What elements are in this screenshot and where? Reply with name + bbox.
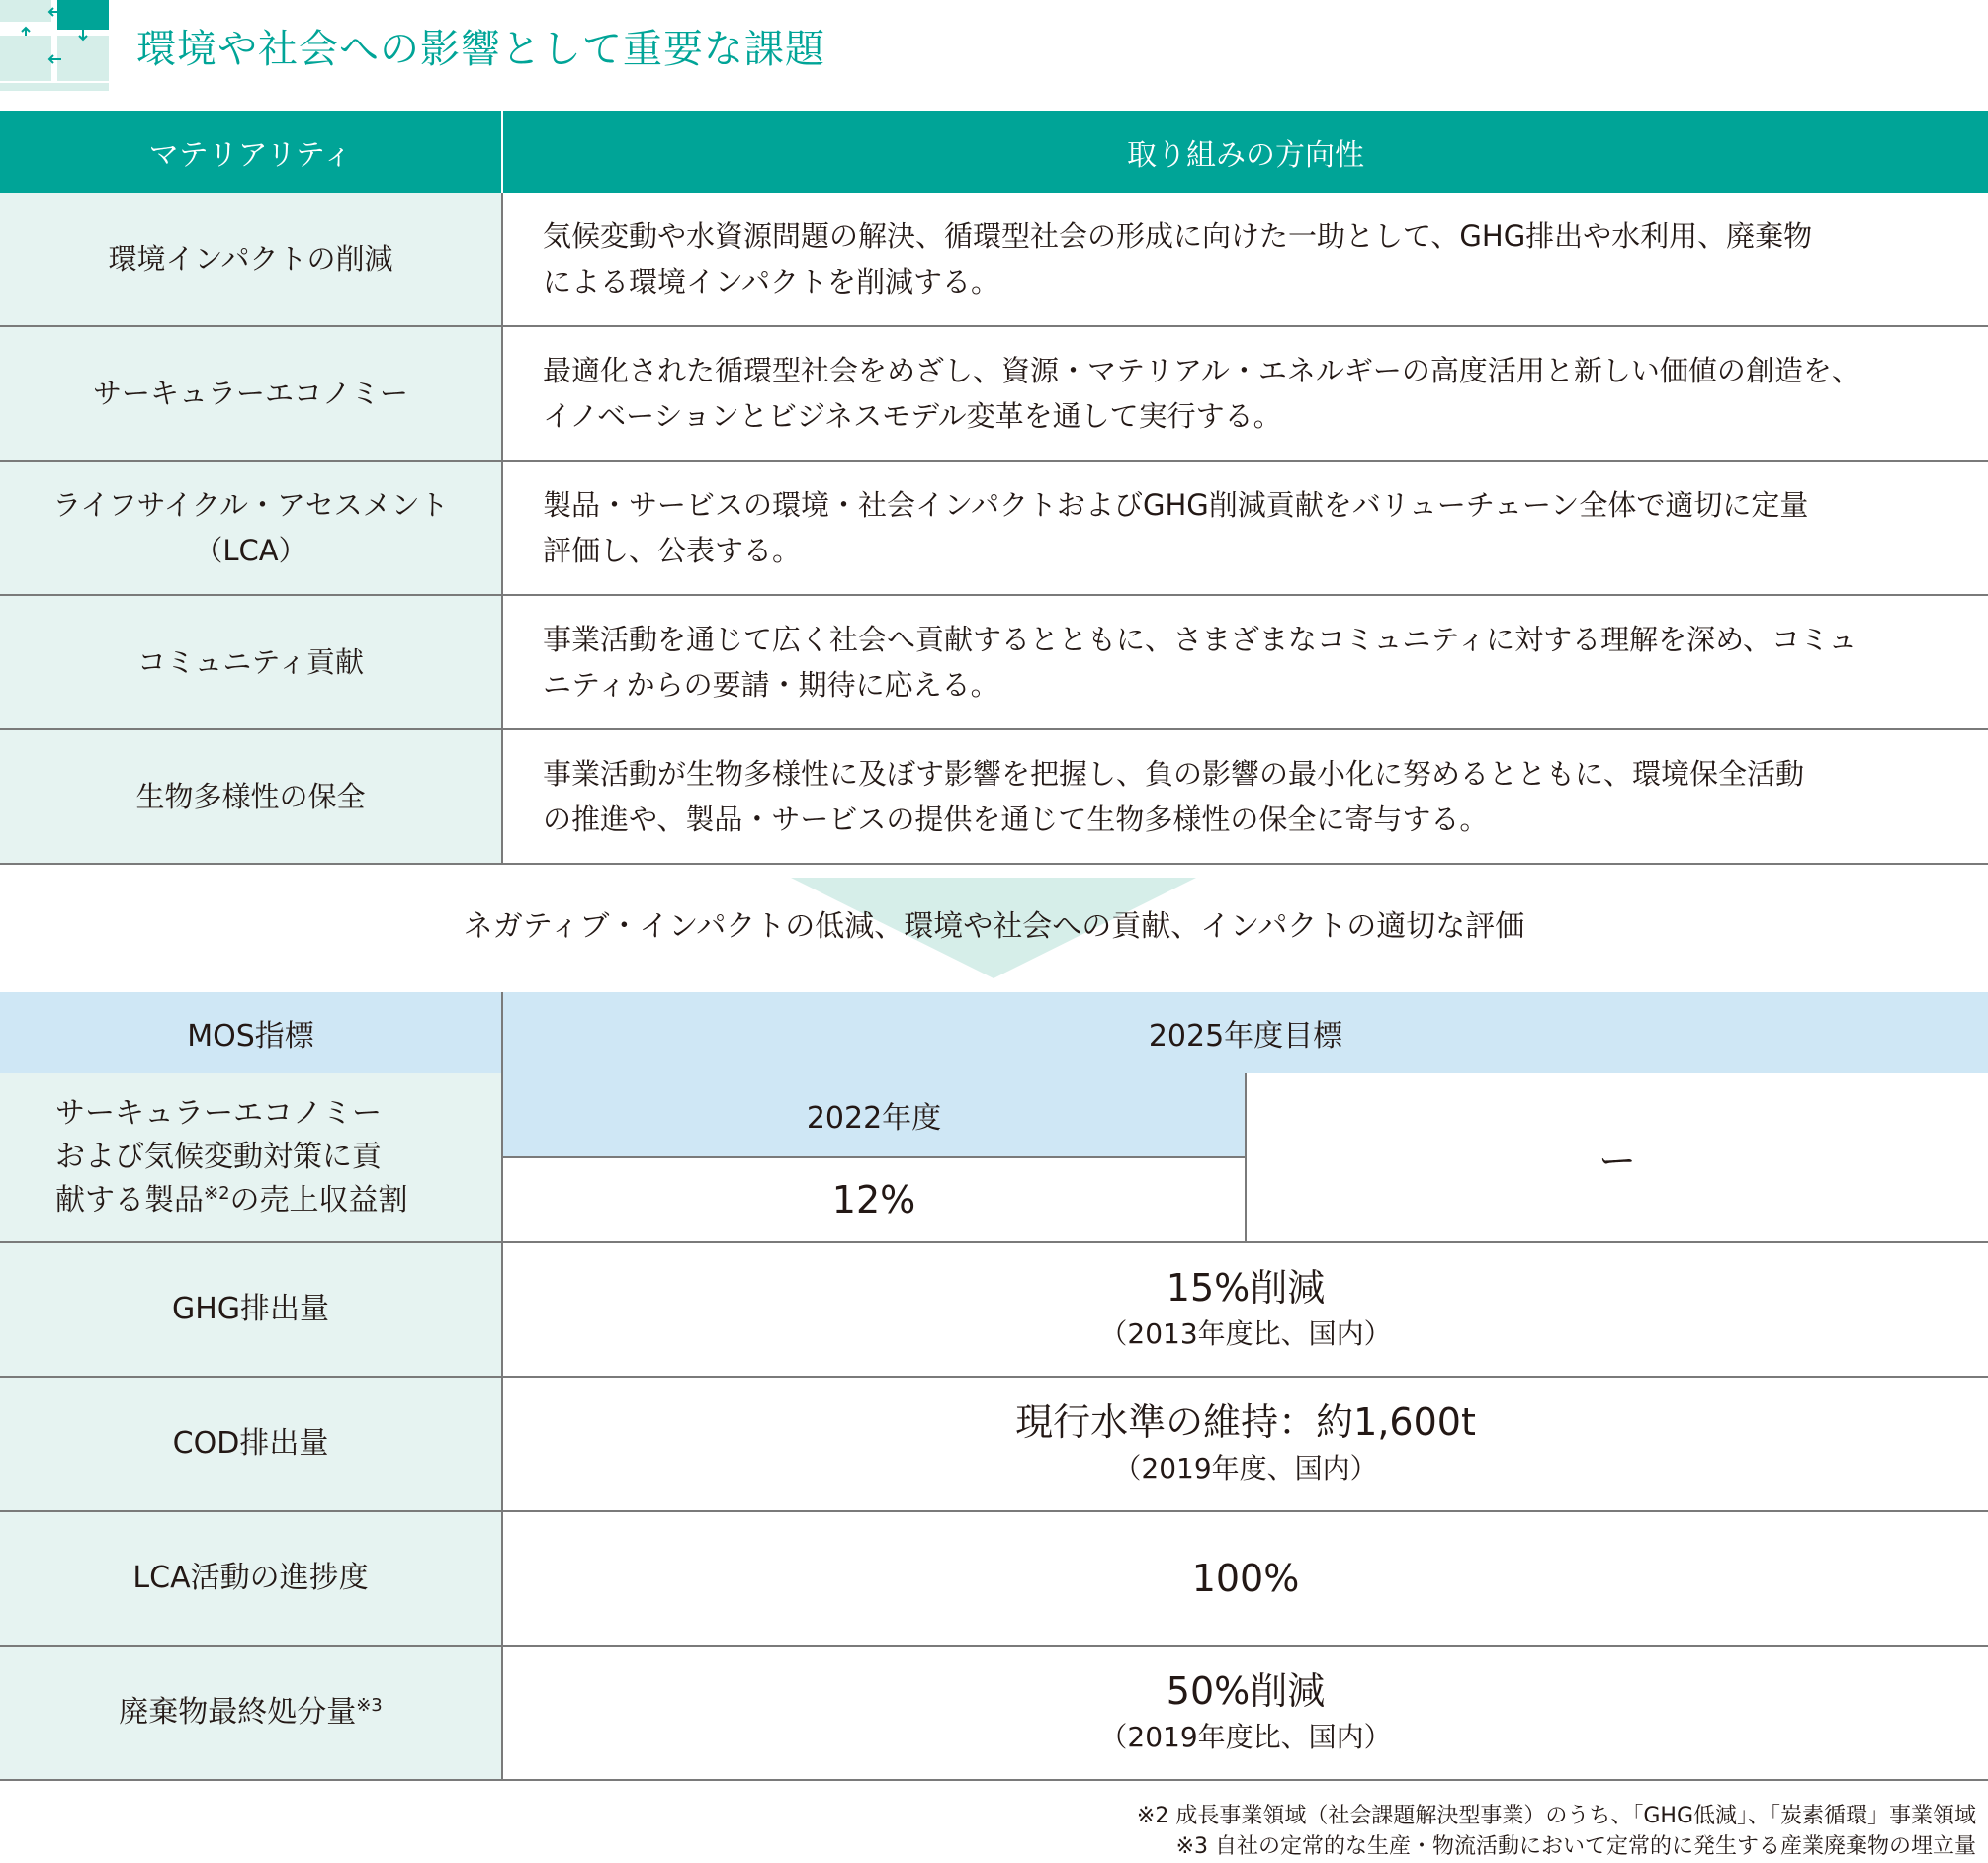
mos-label: GHG排出量 xyxy=(0,1242,502,1377)
table-row xyxy=(0,193,1988,326)
col-materiality: マテリアリティ xyxy=(0,111,502,193)
footnote: ※2 成長事業領域（社会課題解決型事業）のうち、「GHG低減」、「炭素循環」事業領域 xyxy=(1136,1804,1976,1828)
target-sub: （2019年度比、国内） xyxy=(1099,1721,1392,1753)
mos-table-header xyxy=(0,992,1988,1073)
footnote-ref: ※3 xyxy=(356,1695,383,1716)
direction-text: 気候変動や水資源問題の解決、循環型社会の形成に向けた一助として、GHG排出や水利用、廃棄物 による環境インパクトを削減する。 xyxy=(543,219,1813,298)
target-cell xyxy=(502,1511,1988,1646)
year-value: 12% xyxy=(502,1157,1246,1242)
page-title: 環境や社会への影響として重要な課題 xyxy=(136,27,825,72)
target-main: 現行水準の維持：約1,600t xyxy=(1015,1400,1476,1444)
target-main: 15%削減 xyxy=(1166,1266,1326,1310)
table-row xyxy=(0,461,1988,595)
target-main: 50%削減 xyxy=(1166,1669,1326,1713)
materiality-table xyxy=(0,111,1988,865)
table-row xyxy=(0,1073,1988,1157)
materiality-label: 生物多様性の保全 xyxy=(135,780,366,813)
mos-label: COD排出量 xyxy=(0,1377,502,1511)
table-row xyxy=(0,595,1988,729)
footnote-ref: ※2 xyxy=(204,1183,230,1204)
direction-text: 事業活動を通じて広く社会へ貢献するとともに、さまざまなコミュニティに対する理解を深め、コミュ ニティからの要請・期待に応える。 xyxy=(543,623,1858,702)
footnote: ※3 自社の定常的な生産・物流活動において定常的に発生する産業廃棄物の埋立量 xyxy=(1175,1834,1976,1859)
target-value: ー xyxy=(1246,1073,1988,1242)
materiality-table-header xyxy=(0,111,1988,193)
mos-label: 廃棄物最終処分量$^{※3}$ xyxy=(0,1646,502,1780)
target-sub: （2019年度、国内） xyxy=(1113,1452,1378,1484)
arrow-cycle-icon xyxy=(0,0,109,91)
materiality-label: ライフサイクル・アセスメント （LCA） xyxy=(52,488,449,567)
direction-text: 製品・サービスの環境・社会インパクトおよびGHG削減貢献をバリューチェーン全体で適切に定量 評価し、公表する。 xyxy=(543,488,1809,567)
mos-label: LCA活動の進捗度 xyxy=(0,1511,502,1646)
arrow-label: ネガティブ・インパクトの低減、環境や社会への貢献、インパクトの適切な評価 xyxy=(463,909,1525,944)
col-mos: MOS指標 xyxy=(0,992,502,1073)
col-target: 2025年度目標 xyxy=(502,992,1988,1073)
mos-label: サーキュラーエコノミー および気候変動対策に貢 献する製品$^{※2}$の売上収益割 xyxy=(0,1073,502,1242)
table-row xyxy=(0,1377,1988,1511)
materiality-label: サーキュラーエコノミー xyxy=(92,377,408,410)
target-cell xyxy=(502,1242,1988,1377)
year-header: 2022年度 xyxy=(502,1073,1246,1157)
direction-text: 事業活動が生物多様性に及ぼす影響を把握し、負の影響の最小化に努めるとともに、環境保全活動 の推進や、製品・サービスの提供を通じて生物多様性の保全に寄与する。 xyxy=(543,757,1805,836)
table-row xyxy=(0,1511,1988,1646)
table-row xyxy=(0,1646,1988,1780)
col-direction: 取り組みの方向性 xyxy=(502,111,1988,193)
materiality-label: コミュニティ貢献 xyxy=(136,645,365,679)
target-sub: （2013年度比、国内） xyxy=(1099,1317,1392,1350)
table-row xyxy=(0,326,1988,461)
table-row xyxy=(0,729,1988,864)
footnotes xyxy=(1137,1801,1976,1862)
direction-text: 最適化された循環型社会をめざし、資源・マテリアル・エネルギーの高度活用と新しい価値の創造を、 イノベーションとビジネスモデル変革を通して実行する。 xyxy=(543,354,1860,433)
target-cell xyxy=(502,1646,1988,1780)
mos-table xyxy=(0,992,1988,1781)
target-main: 100% xyxy=(1191,1557,1300,1600)
target-cell xyxy=(502,1377,1988,1511)
table-row xyxy=(0,1242,1988,1377)
materiality-label: 環境インパクトの削減 xyxy=(108,242,393,276)
